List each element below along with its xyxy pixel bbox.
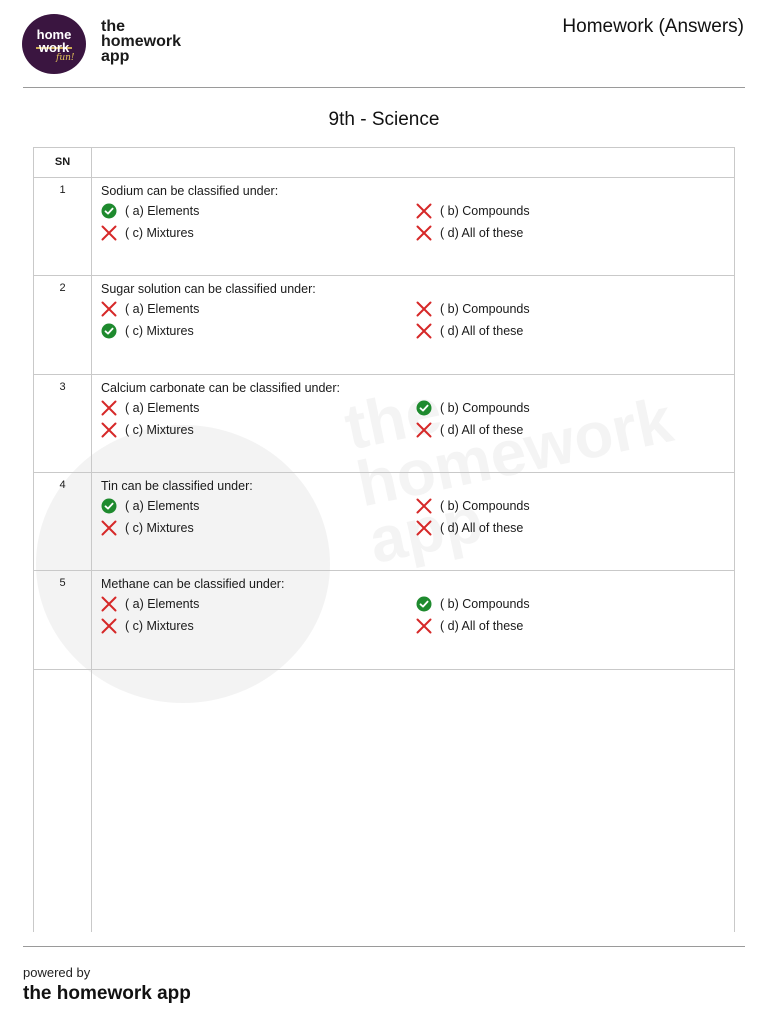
option-label: ( a) Elements [125,499,200,513]
option-label: ( b) Compounds [440,597,530,611]
option-label: ( b) Compounds [440,302,530,316]
option-incorrect [416,202,530,220]
cross-icon [101,618,117,634]
check-circle-icon [101,498,117,514]
cross-icon [416,323,432,339]
cross-icon [416,225,432,241]
page-title: 9th - Science [328,109,440,130]
logo-line: fun! [56,53,75,63]
row-divider [33,669,735,670]
brand-line: the [101,18,125,35]
option-label: ( c) Mixtures [125,619,194,633]
logo [22,14,86,74]
brand-line: app [101,48,130,65]
option-correct [416,595,530,613]
option-label: ( a) Elements [125,204,200,218]
question-text: Methane can be classified under: [101,577,285,591]
row-divider [33,374,735,375]
cross-icon [416,422,432,438]
question-number: 5 [59,577,66,589]
question-text: Calcium carbonate can be classified under: [101,381,341,395]
option-incorrect [101,421,194,439]
option-incorrect [416,300,530,318]
option-incorrect [416,322,523,340]
option-correct [416,399,530,417]
question-text: Sodium can be classified under: [101,184,279,198]
brand-name [101,19,221,64]
option-label: ( b) Compounds [440,499,530,513]
option-label: ( c) Mixtures [125,226,194,240]
option-incorrect [416,224,523,242]
logo-line: home [36,27,72,42]
cross-icon [101,225,117,241]
option-label: ( d) All of these [440,324,524,338]
cross-icon [416,301,432,317]
sn-column-header: SN [54,156,71,168]
check-circle-icon [416,596,432,612]
option-incorrect [416,519,523,537]
row-divider [33,177,735,178]
cross-icon [101,400,117,416]
document-type: Homework (Answers) [562,16,744,37]
header-divider [23,87,745,88]
question-number: 1 [59,184,66,196]
column-divider [91,147,92,932]
option-label: ( d) All of these [440,619,524,633]
option-incorrect [416,617,523,635]
row-divider [33,472,735,473]
option-incorrect [101,595,199,613]
cross-icon [101,520,117,536]
cross-icon [101,301,117,317]
option-label: ( a) Elements [125,302,200,316]
option-label: ( d) All of these [440,423,524,437]
check-circle-icon [101,203,117,219]
row-divider [33,570,735,571]
check-circle-icon [101,323,117,339]
option-label: ( d) All of these [440,521,524,535]
option-label: ( c) Mixtures [125,423,194,437]
answer-table [33,147,735,932]
option-incorrect [101,617,194,635]
option-label: ( a) Elements [125,401,200,415]
option-incorrect [101,399,199,417]
cross-icon [416,520,432,536]
option-label: ( b) Compounds [440,204,530,218]
option-incorrect [416,421,523,439]
cross-icon [416,618,432,634]
option-label: ( a) Elements [125,597,200,611]
cross-icon [101,422,117,438]
cross-icon [416,498,432,514]
footer-brand: the homework app [23,983,191,1004]
footer-divider [23,946,745,947]
option-correct [101,202,199,220]
option-incorrect [416,497,530,515]
cross-icon [416,203,432,219]
logo-line: work [38,40,70,55]
question-number: 2 [59,282,66,294]
cross-icon [101,596,117,612]
option-correct [101,322,194,340]
question-text: Tin can be classified under: [101,479,253,493]
option-incorrect [101,300,199,318]
powered-by-label: powered by [23,965,91,980]
option-label: ( c) Mixtures [125,521,194,535]
question-number: 3 [59,381,66,393]
question-text: Sugar solution can be classified under: [101,282,316,296]
question-number: 4 [59,479,66,491]
option-incorrect [101,224,194,242]
option-label: ( d) All of these [440,226,524,240]
option-correct [101,497,199,515]
option-label: ( b) Compounds [440,401,530,415]
option-incorrect [101,519,194,537]
brand-line: homework [101,33,182,50]
option-label: ( c) Mixtures [125,324,194,338]
check-circle-icon [416,400,432,416]
row-divider [33,275,735,276]
